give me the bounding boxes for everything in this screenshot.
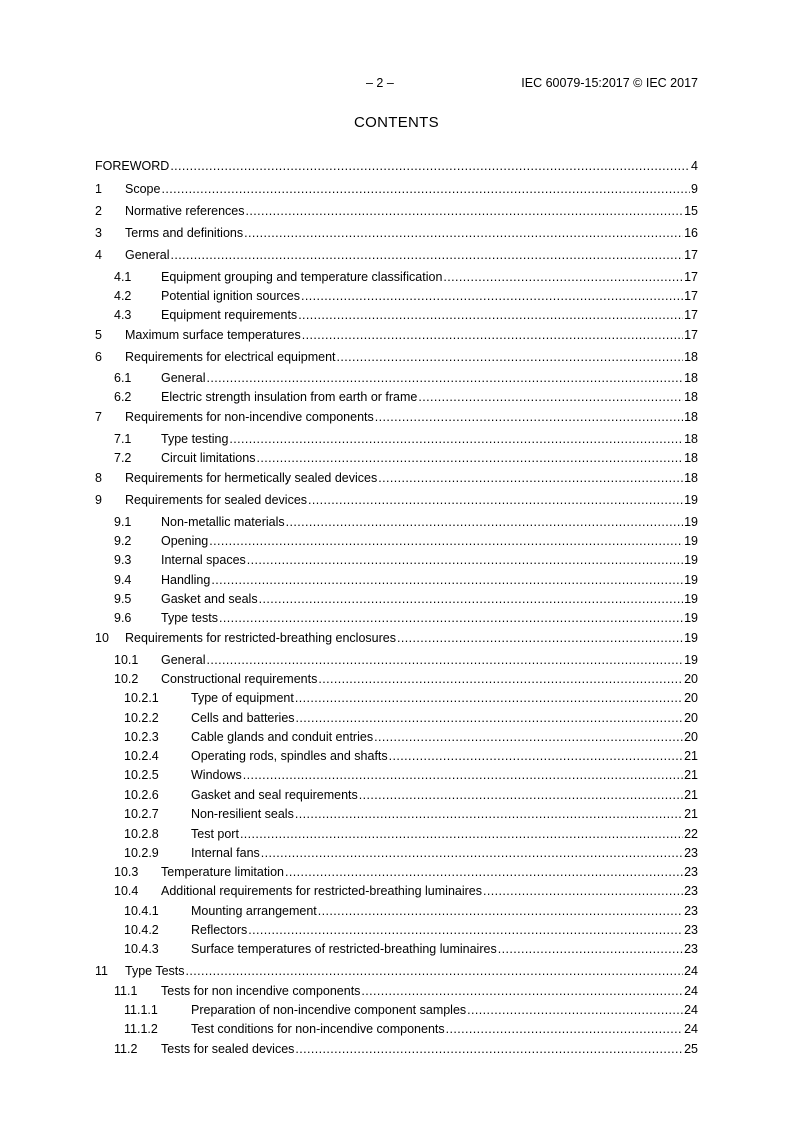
toc-entry-title: Constructional requirements <box>161 672 318 686</box>
toc-entry-title: Mounting arrangement <box>191 904 317 918</box>
toc-entry-title: Equipment requirements <box>161 308 298 322</box>
toc-dot-leader <box>243 767 683 783</box>
toc-dot-leader <box>375 409 683 425</box>
toc-entry-title: Test conditions for non-incendive components <box>191 1022 445 1036</box>
toc-entry[interactable] <box>114 288 698 304</box>
toc-entry-number: 9.5 <box>114 592 132 606</box>
toc-entry-title: Test port <box>191 827 239 841</box>
toc-entry[interactable] <box>114 572 698 588</box>
toc-entry-number: 10.2.5 <box>124 768 159 782</box>
toc-entry[interactable] <box>114 652 698 668</box>
toc-entry-title: Requirements for sealed devices <box>125 493 308 507</box>
toc-entry-number: 6 <box>95 350 102 364</box>
toc-entry-page: 15 <box>684 204 698 218</box>
toc-entry[interactable] <box>114 514 698 530</box>
toc-entry-number: 6.1 <box>114 371 132 385</box>
toc-entry[interactable] <box>124 690 698 706</box>
toc-entry-number: 7 <box>95 410 102 424</box>
toc-entry[interactable] <box>124 1021 698 1037</box>
toc-entry[interactable] <box>124 845 698 861</box>
toc-entry-page: 19 <box>684 553 698 567</box>
toc-entry-title: Maximum surface temperatures <box>125 328 301 342</box>
toc-dot-leader <box>446 1021 683 1037</box>
toc-entry-number: 11.2 <box>114 1042 138 1056</box>
toc-entry-number: 10.2.2 <box>124 711 159 725</box>
toc-dot-leader <box>295 1041 683 1057</box>
toc-entry[interactable] <box>124 729 698 745</box>
toc-entry-page: 17 <box>684 308 698 322</box>
toc-dot-leader <box>443 269 683 285</box>
toc-entry-page: 23 <box>684 884 698 898</box>
toc-entry-page: 23 <box>684 865 698 879</box>
toc-entry-title: Handling <box>161 573 211 587</box>
toc-entry-title: Requirements for restricted-breathing enclosures <box>125 631 396 645</box>
toc-dot-leader <box>170 247 683 263</box>
toc-entry-title: Non-resilient seals <box>191 807 294 821</box>
toc-dot-leader <box>209 533 683 549</box>
toc-dot-leader <box>498 941 683 957</box>
toc-entry-title: Temperature limitation <box>161 865 284 879</box>
toc-entry-number: 10.2.9 <box>124 846 159 860</box>
toc-entry-title: Terms and definitions <box>125 226 244 240</box>
toc-entry-number: 10 <box>95 631 109 645</box>
toc-dot-leader <box>259 591 684 607</box>
toc-entry-page: 17 <box>684 270 698 284</box>
toc-entry-title: General <box>161 653 206 667</box>
toc-entry-number: 10.3 <box>114 865 139 879</box>
toc-entry[interactable] <box>124 767 698 783</box>
toc-entry-page: 23 <box>684 923 698 937</box>
toc-entry-title: FOREWORD <box>95 159 170 173</box>
toc-entry-number: 9.2 <box>114 534 132 548</box>
toc-entry-page: 21 <box>684 768 698 782</box>
toc-entry-number: 9.4 <box>114 573 132 587</box>
toc-entry-number: 10.2.3 <box>124 730 159 744</box>
toc-entry-page: 19 <box>684 631 698 645</box>
toc-dot-leader <box>240 826 683 842</box>
toc-entry-page: 18 <box>684 432 698 446</box>
toc-entry[interactable] <box>95 470 698 486</box>
toc-entry[interactable] <box>95 630 698 646</box>
toc-entry-number: 5 <box>95 328 102 342</box>
page-number: – 2 – <box>366 76 394 90</box>
toc-entry-number: 9.1 <box>114 515 132 529</box>
toc-entry-number: 4.1 <box>114 270 132 284</box>
toc-entry[interactable] <box>114 370 698 386</box>
toc-entry-title: Type Tests <box>125 964 185 978</box>
toc-entry[interactable] <box>95 492 698 508</box>
toc-entry[interactable] <box>114 864 698 880</box>
toc-entry-title: Tests for non incendive components <box>161 984 361 998</box>
toc-entry-page: 18 <box>684 410 698 424</box>
toc-entry-title: Opening <box>161 534 209 548</box>
toc-entry[interactable] <box>95 225 698 241</box>
toc-entry-page: 9 <box>691 182 698 196</box>
toc-entry[interactable] <box>95 963 698 979</box>
toc-entry-title: Gasket and seal requirements <box>191 788 358 802</box>
toc-dot-leader <box>374 729 683 745</box>
toc-entry-number: 9.3 <box>114 553 132 567</box>
toc-entry-title: Internal fans <box>191 846 260 860</box>
toc-entry[interactable] <box>114 450 698 466</box>
toc-entry-page: 17 <box>684 289 698 303</box>
toc-entry-title: Type of equipment <box>191 691 294 705</box>
toc-dot-leader <box>389 748 683 764</box>
toc-entry[interactable] <box>114 269 698 285</box>
document-reference: IEC 60079-15:2017 © IEC 2017 <box>521 76 698 90</box>
toc-dot-leader <box>206 370 683 386</box>
toc-dot-leader <box>211 572 683 588</box>
toc-entry[interactable] <box>114 533 698 549</box>
toc-dot-leader <box>298 307 683 323</box>
toc-entry-number: 9 <box>95 493 102 507</box>
toc-entry-number: 10.2 <box>114 672 139 686</box>
toc-entry[interactable] <box>114 1041 698 1057</box>
toc-entry-title: Type testing <box>161 432 229 446</box>
toc-entry-number: 6.2 <box>114 390 132 404</box>
page-header <box>0 76 793 92</box>
toc-entry-page: 19 <box>684 573 698 587</box>
toc-dot-leader <box>246 203 684 219</box>
toc-entry[interactable] <box>124 710 698 726</box>
toc-dot-leader <box>186 963 684 979</box>
toc-entry-number: 10.4 <box>114 884 139 898</box>
toc-entry-title: Tests for sealed devices <box>161 1042 295 1056</box>
toc-entry-page: 17 <box>684 328 698 342</box>
toc-entry-page: 24 <box>684 1022 698 1036</box>
toc-entry-page: 19 <box>684 592 698 606</box>
toc-entry[interactable] <box>95 158 698 174</box>
toc-entry-number: 1 <box>95 182 102 196</box>
toc-entry[interactable] <box>114 610 698 626</box>
toc-entry-number: 11.1 <box>114 984 138 998</box>
toc-entry-page: 18 <box>684 471 698 485</box>
toc-entry-title: Type tests <box>161 611 218 625</box>
toc-entry-number: 10.4.2 <box>124 923 159 937</box>
toc-entry-page: 24 <box>684 964 698 978</box>
toc-entry-page: 21 <box>684 749 698 763</box>
toc-dot-leader <box>286 514 683 530</box>
toc-entry-number: 7.2 <box>114 451 132 465</box>
toc-entry-page: 25 <box>684 1042 698 1056</box>
toc-entry-number: 3 <box>95 226 102 240</box>
toc-entry-number: 8 <box>95 471 102 485</box>
toc-entry-number: 10.2.1 <box>124 691 159 705</box>
toc-dot-leader <box>308 492 683 508</box>
toc-entry-page: 20 <box>684 711 698 725</box>
toc-dot-leader <box>378 470 683 486</box>
toc-entry[interactable] <box>124 826 698 842</box>
toc-entry[interactable] <box>95 349 698 365</box>
toc-entry[interactable] <box>114 591 698 607</box>
toc-dot-leader <box>244 225 683 241</box>
toc-entry-number: 10.2.6 <box>124 788 159 802</box>
toc-entry-title: Circuit limitations <box>161 451 256 465</box>
toc-entry-title: General <box>125 248 170 262</box>
toc-entry-page: 18 <box>684 350 698 364</box>
toc-entry[interactable] <box>114 671 698 687</box>
toc-dot-leader <box>229 431 683 447</box>
toc-dot-leader <box>296 710 684 726</box>
toc-entry-title: General <box>161 371 206 385</box>
toc-entry-number: 10.1 <box>114 653 139 667</box>
toc-entry-title: Internal spaces <box>161 553 246 567</box>
toc-entry-title: Potential ignition sources <box>161 289 300 303</box>
contents-title: CONTENTS <box>354 114 439 131</box>
toc-entry[interactable] <box>124 903 698 919</box>
toc-entry-page: 18 <box>684 390 698 404</box>
toc-entry-page: 21 <box>684 807 698 821</box>
toc-dot-leader <box>361 983 683 999</box>
toc-entry-number: 10.4.3 <box>124 942 159 956</box>
toc-dot-leader <box>302 327 683 343</box>
toc-dot-leader <box>161 181 690 197</box>
toc-entry-title: Reflectors <box>191 923 248 937</box>
toc-entry[interactable] <box>124 748 698 764</box>
toc-entry-number: 11.1.1 <box>124 1003 158 1017</box>
toc-dot-leader <box>219 610 683 626</box>
toc-entry-title: Additional requirements for restricted-breathing luminaires <box>161 884 482 898</box>
toc-entry-page: 17 <box>684 248 698 262</box>
toc-entry-page: 20 <box>684 691 698 705</box>
toc-entry[interactable] <box>95 247 698 263</box>
toc-dot-leader <box>248 922 683 938</box>
toc-entry-title: Cable glands and conduit entries <box>191 730 374 744</box>
toc-entry[interactable] <box>114 389 698 405</box>
toc-entry-page: 19 <box>684 515 698 529</box>
toc-dot-leader <box>206 652 683 668</box>
toc-entry[interactable] <box>124 941 698 957</box>
toc-entry-number: 4 <box>95 248 102 262</box>
toc-entry[interactable] <box>114 883 698 899</box>
toc-entry-page: 19 <box>684 611 698 625</box>
toc-entry[interactable] <box>124 922 698 938</box>
toc-entry-title: Cells and batteries <box>191 711 295 725</box>
toc-entry-title: Requirements for non-incendive components <box>125 410 374 424</box>
toc-entry-title: Scope <box>125 182 161 196</box>
toc-entry-page: 23 <box>684 942 698 956</box>
toc-dot-leader <box>301 288 683 304</box>
toc-entry-page: 19 <box>684 534 698 548</box>
toc-entry-number: 11.1.2 <box>124 1022 158 1036</box>
toc-entry-page: 20 <box>684 730 698 744</box>
toc-entry-number: 4.3 <box>114 308 132 322</box>
toc-entry[interactable] <box>95 181 698 197</box>
toc-entry[interactable] <box>114 983 698 999</box>
toc-entry-number: 4.2 <box>114 289 132 303</box>
toc-dot-leader <box>397 630 683 646</box>
toc-dot-leader <box>170 158 690 174</box>
toc-entry-title: Equipment grouping and temperature classification <box>161 270 443 284</box>
toc-entry-page: 16 <box>684 226 698 240</box>
toc-dot-leader <box>467 1002 683 1018</box>
toc-dot-leader <box>247 552 683 568</box>
toc-entry-number: 11 <box>95 964 108 978</box>
toc-entry-page: 23 <box>684 846 698 860</box>
toc-entry-title: Surface temperatures of restricted-breathing luminaires <box>191 942 497 956</box>
toc-entry-title: Windows <box>191 768 242 782</box>
toc-entry[interactable] <box>95 409 698 425</box>
toc-entry-title: Normative references <box>125 204 245 218</box>
toc-dot-leader <box>318 903 683 919</box>
toc-dot-leader <box>337 349 684 365</box>
toc-dot-leader <box>318 671 683 687</box>
toc-entry[interactable] <box>124 806 698 822</box>
toc-entry-page: 18 <box>684 371 698 385</box>
toc-entry-title: Gasket and seals <box>161 592 258 606</box>
toc-entry-page: 23 <box>684 904 698 918</box>
toc-entry[interactable] <box>114 431 698 447</box>
toc-dot-leader <box>261 845 683 861</box>
toc-entry-page: 21 <box>684 788 698 802</box>
toc-entry[interactable] <box>124 787 698 803</box>
toc-dot-leader <box>483 883 683 899</box>
toc-entry-title: Requirements for electrical equipment <box>125 350 336 364</box>
toc-entry-page: 24 <box>684 1003 698 1017</box>
toc-entry-page: 20 <box>684 672 698 686</box>
toc-entry-number: 9.6 <box>114 611 132 625</box>
toc-dot-leader <box>359 787 683 803</box>
toc-entry-number: 2 <box>95 204 102 218</box>
toc-entry-page: 4 <box>691 159 698 173</box>
toc-dot-leader <box>418 389 683 405</box>
toc-entry-page: 22 <box>684 827 698 841</box>
toc-dot-leader <box>256 450 683 466</box>
toc-entry-title: Preparation of non-incendive component samples <box>191 1003 467 1017</box>
toc-entry[interactable] <box>114 307 698 323</box>
toc-entry-title: Operating rods, spindles and shafts <box>191 749 388 763</box>
toc-entry-page: 18 <box>684 451 698 465</box>
toc-dot-leader <box>295 690 683 706</box>
toc-entry-number: 7.1 <box>114 432 132 446</box>
toc-dot-leader <box>295 806 683 822</box>
toc-entry[interactable] <box>95 203 698 219</box>
toc-entry-title: Electric strength insulation from earth or frame <box>161 390 418 404</box>
toc-entry-page: 19 <box>684 653 698 667</box>
toc-entry[interactable] <box>124 1002 698 1018</box>
toc-entry-number: 10.2.4 <box>124 749 159 763</box>
toc-entry[interactable] <box>114 552 698 568</box>
toc-entry-page: 24 <box>684 984 698 998</box>
toc-entry-title: Requirements for hermetically sealed devices <box>125 471 378 485</box>
toc-entry-page: 19 <box>684 493 698 507</box>
toc-entry-title: Non-metallic materials <box>161 515 285 529</box>
toc-entry-number: 10.2.8 <box>124 827 159 841</box>
toc-dot-leader <box>285 864 683 880</box>
toc-entry-number: 10.2.7 <box>124 807 159 821</box>
toc-entry-number: 10.4.1 <box>124 904 159 918</box>
toc-entry[interactable] <box>95 327 698 343</box>
